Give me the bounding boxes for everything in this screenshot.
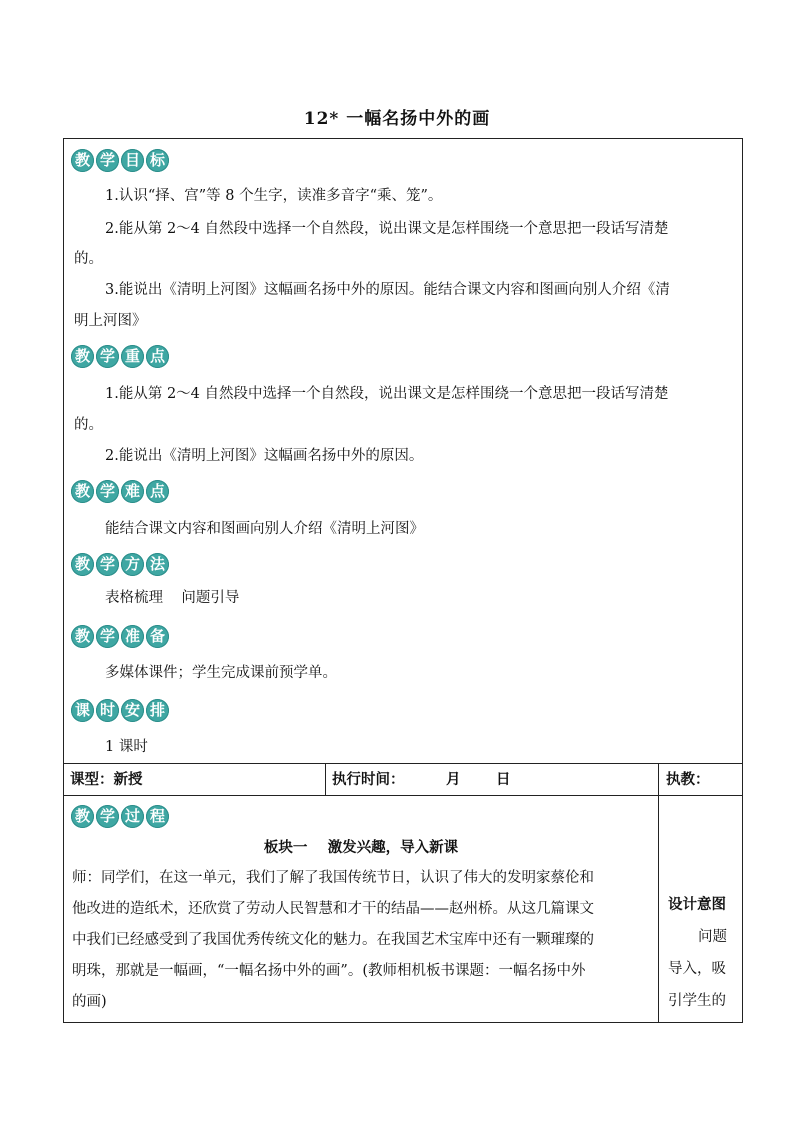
badge-char: 学 [96, 625, 119, 648]
badge-char: 教 [71, 625, 94, 648]
design-intent-line-2: 导入，吸 [668, 961, 726, 977]
key-point-line-1-cont: 的。 [74, 417, 103, 433]
goal-line-1: 1.认识“择、宫”等 8 个生字，读准多音字“乘、笼”。 [105, 188, 443, 204]
section-badge-methods [71, 553, 169, 577]
paragraph-line: 的画) [72, 994, 107, 1010]
key-point-line-2: 2.能说出《清明上河图》这幅画名扬中外的原因。 [105, 448, 424, 464]
badge-char: 时 [96, 699, 119, 722]
lesson-type: 课型：新授 [70, 771, 143, 788]
badge-char: 备 [146, 625, 169, 648]
teacher-label: 执教： [666, 771, 710, 788]
badge-char: 安 [121, 699, 144, 722]
badge-char: 学 [96, 149, 119, 172]
goal-line-3-cont: 明上河图》 [74, 313, 147, 329]
paragraph-line: 中我们已经感受到了我国优秀传统文化的魅力。在我国艺术宝库中还有一颗璀璨的 [72, 932, 594, 948]
design-intent-line-1: 问题 [698, 929, 727, 945]
column-divider [325, 763, 326, 795]
badge-char: 学 [96, 553, 119, 576]
badge-char: 法 [146, 553, 169, 576]
schedule-line: 1 课时 [105, 739, 148, 755]
design-intent-line-3: 引学生的 [668, 993, 726, 1009]
badge-char: 教 [71, 805, 94, 828]
badge-char: 学 [96, 345, 119, 368]
badge-char: 教 [71, 480, 94, 503]
intro-paragraph [72, 863, 652, 1018]
exec-time-label: 执行时间： [332, 771, 405, 788]
goal-line-2: 2.能从第 2～4 自然段中选择一个自然段，说出课文是怎样围绕一个意思把一段话写清楚 [105, 221, 669, 237]
methods-line: 表格梳理 问题引导 [105, 590, 240, 606]
row-divider [64, 795, 742, 796]
badge-char: 标 [146, 149, 169, 172]
badge-char: 重 [121, 345, 144, 368]
badge-char: 目 [121, 149, 144, 172]
badge-char: 教 [71, 345, 94, 368]
exec-time-day: 日 [496, 771, 511, 788]
badge-char: 过 [121, 805, 144, 828]
preparation-line: 多媒体课件；学生完成课前预学单。 [105, 665, 337, 681]
badge-char: 准 [121, 625, 144, 648]
goal-line-2-cont: 的。 [74, 251, 103, 267]
exec-time-month: 月 [446, 771, 461, 788]
section-badge-goals [71, 149, 169, 173]
badge-char: 点 [146, 480, 169, 503]
badge-char: 点 [146, 345, 169, 368]
badge-char: 程 [146, 805, 169, 828]
lesson-plan-table [63, 138, 743, 1023]
section-badge-difficulties [71, 480, 169, 504]
design-intent-label: 设计意图 [668, 896, 726, 913]
badge-char: 教 [71, 553, 94, 576]
paragraph-line: 他改进的造纸术，还欣赏了劳动人民智慧和才干的结晶——赵州桥。从这几篇课文 [72, 901, 594, 917]
column-divider [658, 763, 659, 1023]
difficulty-line: 能结合课文内容和图画向别人介绍《清明上河图》 [105, 521, 424, 537]
section-badge-process [71, 805, 169, 829]
badge-char: 难 [121, 480, 144, 503]
badge-char: 学 [96, 805, 119, 828]
row-divider [64, 763, 742, 764]
badge-char: 方 [121, 553, 144, 576]
page-title: 12* 一幅名扬中外的画 [303, 109, 491, 129]
badge-char: 课 [71, 699, 94, 722]
key-point-line-1: 1.能从第 2～4 自然段中选择一个自然段，说出课文是怎样围绕一个意思把一段话写清楚 [105, 386, 669, 402]
paragraph-line: 师：同学们，在这一单元，我们了解了我国传统节日，认识了伟大的发明家蔡伦和 [72, 870, 594, 886]
badge-char: 教 [71, 149, 94, 172]
goal-line-3: 3.能说出《清明上河图》这幅画名扬中外的原因。能结合课文内容和图画向别人介绍《清 [105, 282, 670, 298]
badge-char: 排 [146, 699, 169, 722]
section-badge-preparation [71, 625, 169, 649]
section-badge-key-points [71, 345, 169, 369]
badge-char: 学 [96, 480, 119, 503]
section-badge-schedule [71, 699, 169, 723]
block-title: 板块一 激发兴趣，导入新课 [263, 839, 459, 856]
paragraph-line: 明珠，那就是一幅画，“一幅名扬中外的画”。(教师相机板书课题：一幅名扬中外 [72, 963, 586, 979]
